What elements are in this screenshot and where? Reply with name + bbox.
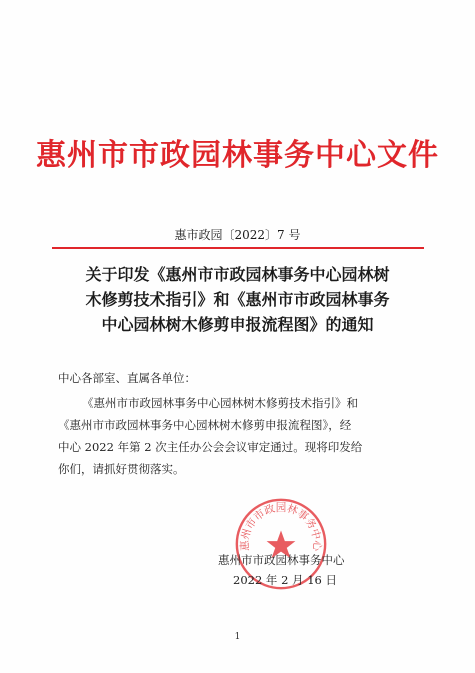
body-line-3: 中心 2022 年第 2 次主任办公会会议审定通过。现将印发给	[58, 440, 363, 454]
document-title-line-3: 中心园林树木修剪申报流程图》的通知	[101, 315, 374, 334]
red-divider-line	[52, 247, 424, 249]
document-title	[40, 262, 435, 337]
document-number: 惠市政园〔2022〕7 号	[174, 228, 301, 242]
document-title-line-1: 关于印发《惠州市市政园林事务中心园林树	[85, 265, 390, 284]
signature-date: 2022 年 2 月 16 日	[233, 573, 337, 587]
body-line-1: 《惠州市市政园林事务中心园林树木修剪技术指引》和	[82, 396, 358, 410]
salutation: 中心各部室、直属各单位：	[58, 371, 196, 385]
body-line-2: 《惠州市市政园林事务中心园林树木修剪申报流程图》，经	[58, 418, 352, 432]
body-paragraph	[58, 392, 420, 480]
signer-organization: 惠州市市政园林事务中心	[218, 553, 345, 567]
body-line-4: 你们，请抓好贯彻落实。	[58, 462, 185, 476]
page-number: 1	[234, 632, 241, 642]
document-title-line-2: 木修剪技术指引》和《惠州市市政园林事务	[85, 290, 390, 309]
svg-text:惠州市市政园林事务中心: 惠州市市政园林事务中心	[239, 502, 323, 552]
document-header-title: 惠州市市政园林事务中心文件	[36, 138, 439, 173]
